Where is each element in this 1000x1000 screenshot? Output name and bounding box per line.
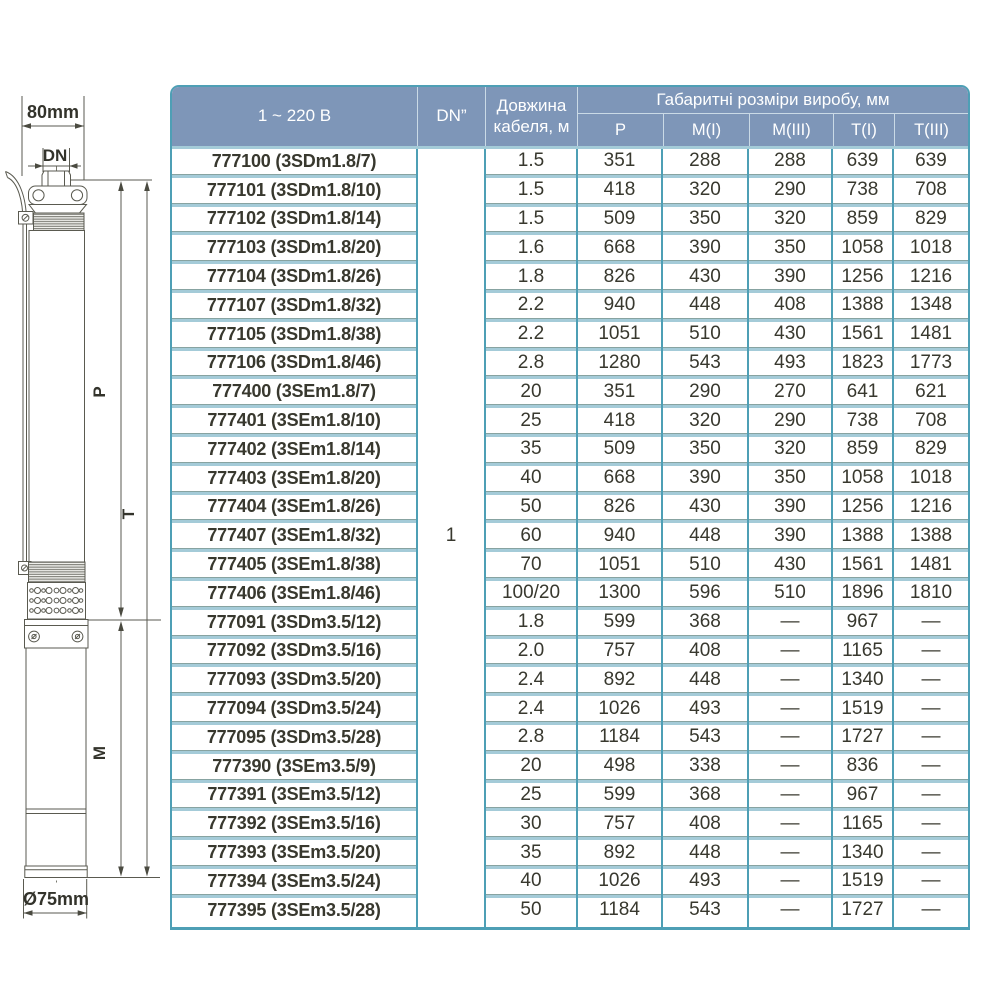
cell-t1: 1519 <box>833 696 894 725</box>
cell-p: 1184 <box>578 725 663 754</box>
cell-p: 498 <box>578 754 663 783</box>
cell-p: 509 <box>578 437 663 466</box>
cell-m1: 448 <box>663 667 749 696</box>
arrowhead <box>78 910 87 916</box>
cell-m3: — <box>749 667 833 696</box>
cell-t1: 1727 <box>833 898 894 927</box>
cell-m1: 320 <box>663 408 749 437</box>
cell-dn <box>418 379 486 408</box>
cell-cable-length: 50 <box>486 898 578 927</box>
cell-t1: 1165 <box>833 811 894 840</box>
table-row <box>172 696 968 725</box>
header-col-m3: М(ІІІ) <box>749 114 833 146</box>
cell-cable-length: 70 <box>486 552 578 581</box>
table-row <box>172 783 968 812</box>
cell-m3: 390 <box>749 523 833 552</box>
cell-product-code: 777405 (3SEm1.8/38) <box>172 552 418 581</box>
cell-m3: 430 <box>749 552 833 581</box>
cell-m1: 510 <box>663 552 749 581</box>
cell-p: 668 <box>578 235 663 264</box>
cell-product-code: 777395 (3SEm3.5/28) <box>172 898 418 927</box>
cell-product-code: 777390 (3SEm3.5/9) <box>172 754 418 783</box>
cell-cable-length: 40 <box>486 869 578 898</box>
cell-product-code: 777403 (3SEm1.8/20) <box>172 466 418 495</box>
cell-m3: — <box>749 811 833 840</box>
cell-m1: 350 <box>663 207 749 236</box>
cell-product-code: 777394 (3SEm3.5/24) <box>172 869 418 898</box>
cell-m3: 350 <box>749 235 833 264</box>
cell-p: 1051 <box>578 322 663 351</box>
cell-p: 826 <box>578 264 663 293</box>
cell-dn <box>418 235 486 264</box>
cell-cable-length: 20 <box>486 754 578 783</box>
cell-product-code: 777392 (3SEm3.5/16) <box>172 811 418 840</box>
cell-p: 940 <box>578 293 663 322</box>
cell-dn <box>418 437 486 466</box>
header-voltage: 1 ~ 220 В <box>172 87 418 146</box>
cell-t1: 1165 <box>833 639 894 668</box>
arrowhead <box>118 621 124 631</box>
table-row <box>172 811 968 840</box>
cell-m3: 320 <box>749 437 833 466</box>
cell-product-code: 777106 (3SDm1.8/46) <box>172 351 418 380</box>
table-row <box>172 207 968 236</box>
cell-m1: 338 <box>663 754 749 783</box>
cell-dn <box>418 725 486 754</box>
cell-product-code: 777400 (3SEm1.8/7) <box>172 379 418 408</box>
cell-product-code: 777091 (3SDm3.5/12) <box>172 610 418 639</box>
arrowhead <box>118 181 124 191</box>
pump-discharge <box>42 171 71 186</box>
arrowhead <box>70 163 78 168</box>
table-row <box>172 408 968 437</box>
table-row <box>172 264 968 293</box>
cell-dn <box>418 552 486 581</box>
cell-dn <box>418 264 486 293</box>
cell-p: 892 <box>578 667 663 696</box>
cell-p: 757 <box>578 811 663 840</box>
cell-product-code: 777402 (3SEm1.8/14) <box>172 437 418 466</box>
cell-t3: — <box>894 811 968 840</box>
cell-t3: 1481 <box>894 552 968 581</box>
cell-dn <box>418 869 486 898</box>
cell-cable-length: 2.8 <box>486 725 578 754</box>
cell-t1: 1727 <box>833 725 894 754</box>
cell-m1: 430 <box>663 264 749 293</box>
cell-m3: — <box>749 869 833 898</box>
cell-t1: 1340 <box>833 840 894 869</box>
cell-t3: 1018 <box>894 235 968 264</box>
bottom-cap <box>25 866 87 878</box>
header-col-m1: М(І) <box>663 114 749 146</box>
cell-m3: 320 <box>749 207 833 236</box>
cell-product-code: 777401 (3SEm1.8/10) <box>172 408 418 437</box>
header-dimensions-group <box>578 87 968 146</box>
cell-m3: 390 <box>749 495 833 524</box>
cell-m3: — <box>749 696 833 725</box>
table-row <box>172 667 968 696</box>
arrowhead <box>118 608 124 618</box>
cell-p: 1280 <box>578 351 663 380</box>
cell-t3: — <box>894 725 968 754</box>
cell-t3: — <box>894 667 968 696</box>
cell-m3: 290 <box>749 178 833 207</box>
cell-t1: 859 <box>833 207 894 236</box>
cell-m1: 448 <box>663 523 749 552</box>
cell-cable-length: 2.2 <box>486 322 578 351</box>
dim-label-dn: DN <box>42 146 68 165</box>
cell-product-code: 777393 (3SEm3.5/20) <box>172 840 418 869</box>
table-row <box>172 898 968 927</box>
cell-cable-length: 1.5 <box>486 149 578 178</box>
cell-t3: 1773 <box>894 351 968 380</box>
cell-t3: — <box>894 610 968 639</box>
cell-m3: — <box>749 754 833 783</box>
cell-t1: 1388 <box>833 293 894 322</box>
cell-dn <box>418 408 486 437</box>
cell-t3: 639 <box>894 149 968 178</box>
header-dimensions-columns <box>578 114 968 146</box>
cell-m3: 510 <box>749 581 833 610</box>
cell-dn <box>418 898 486 927</box>
cell-m1: 510 <box>663 322 749 351</box>
cell-product-code: 777094 (3SDm3.5/24) <box>172 696 418 725</box>
cell-t1: 1058 <box>833 466 894 495</box>
cell-t3: 1388 <box>894 523 968 552</box>
cell-m1: 543 <box>663 351 749 380</box>
cell-t3: 829 <box>894 207 968 236</box>
arrowhead <box>22 123 31 129</box>
header-col-t1: Т(І) <box>833 114 894 146</box>
cell-t3: — <box>894 639 968 668</box>
cell-m3: 390 <box>749 264 833 293</box>
cell-cable-length: 1.6 <box>486 235 578 264</box>
cell-p: 1026 <box>578 696 663 725</box>
cell-t3: 1481 <box>894 322 968 351</box>
cell-product-code: 777092 (3SDm3.5/16) <box>172 639 418 668</box>
cell-t3: — <box>894 840 968 869</box>
cell-product-code: 777095 (3SDm3.5/28) <box>172 725 418 754</box>
table-row <box>172 235 968 264</box>
cell-product-code: 777404 (3SEm1.8/26) <box>172 495 418 524</box>
dim-label-t: T <box>119 508 138 520</box>
cell-m1: 368 <box>663 783 749 812</box>
table-row <box>172 178 968 207</box>
cell-t1: 967 <box>833 783 894 812</box>
cell-dn <box>418 840 486 869</box>
table-row <box>172 581 968 610</box>
cell-product-code: 777102 (3SDm1.8/14) <box>172 207 418 236</box>
table-row <box>172 610 968 639</box>
cell-m3: — <box>749 725 833 754</box>
table-row <box>172 495 968 524</box>
table-row <box>172 840 968 869</box>
cell-m1: 350 <box>663 437 749 466</box>
cell-t3: 621 <box>894 379 968 408</box>
cell-m1: 408 <box>663 811 749 840</box>
cell-cable-length: 1.8 <box>486 610 578 639</box>
cell-t1: 1058 <box>833 235 894 264</box>
cell-t3: — <box>894 783 968 812</box>
arrowhead <box>75 123 84 129</box>
cell-cable-length: 2.2 <box>486 293 578 322</box>
cell-m1: 430 <box>663 495 749 524</box>
cell-t1: 1561 <box>833 552 894 581</box>
cell-cable-length: 30 <box>486 811 578 840</box>
table-row <box>172 351 968 380</box>
cell-p: 599 <box>578 783 663 812</box>
table-row <box>172 754 968 783</box>
cell-product-code: 777100 (3SDm1.8/7) <box>172 149 418 178</box>
cell-dn <box>418 322 486 351</box>
cell-m3: 270 <box>749 379 833 408</box>
cell-m1: 448 <box>663 840 749 869</box>
header-dn: DN” <box>418 87 486 146</box>
cell-t3: 1216 <box>894 495 968 524</box>
cell-m3: — <box>749 840 833 869</box>
cell-cable-length: 1.5 <box>486 178 578 207</box>
cell-dn <box>418 639 486 668</box>
dim-label-p: P <box>90 386 109 398</box>
cell-cable-length: 1.8 <box>486 264 578 293</box>
arrowhead <box>118 867 124 877</box>
cell-dn <box>418 610 486 639</box>
cell-p: 826 <box>578 495 663 524</box>
cell-m3: — <box>749 639 833 668</box>
cell-dn <box>418 696 486 725</box>
cell-t1: 1256 <box>833 264 894 293</box>
table-row <box>172 293 968 322</box>
cell-product-code: 777093 (3SDm3.5/20) <box>172 667 418 696</box>
cell-t1: 1896 <box>833 581 894 610</box>
cell-dn <box>418 178 486 207</box>
dim-label-80mm: 80mm <box>26 102 80 122</box>
cell-t1: 738 <box>833 408 894 437</box>
cell-m3: — <box>749 898 833 927</box>
cell-cable-length: 40 <box>486 466 578 495</box>
cell-product-code: 777101 (3SDm1.8/10) <box>172 178 418 207</box>
cell-cable-length: 60 <box>486 523 578 552</box>
cell-p: 351 <box>578 379 663 408</box>
cell-m1: 408 <box>663 639 749 668</box>
cell-m1: 290 <box>663 379 749 408</box>
cell-m1: 493 <box>663 696 749 725</box>
pump-drawing <box>0 0 170 1000</box>
cell-product-code: 777406 (3SEm1.8/46) <box>172 581 418 610</box>
cell-cable-length: 35 <box>486 437 578 466</box>
cell-dn <box>418 581 486 610</box>
cell-p: 599 <box>578 610 663 639</box>
table-row <box>172 869 968 898</box>
cell-m1: 288 <box>663 149 749 178</box>
cell-m1: 493 <box>663 869 749 898</box>
table-row <box>172 322 968 351</box>
cell-t1: 641 <box>833 379 894 408</box>
table-body <box>172 149 968 927</box>
cell-t3: 708 <box>894 178 968 207</box>
cell-t1: 1823 <box>833 351 894 380</box>
cell-p: 668 <box>578 466 663 495</box>
cell-p: 1300 <box>578 581 663 610</box>
cell-t1: 836 <box>833 754 894 783</box>
cell-dn <box>418 783 486 812</box>
cell-cable-length: 25 <box>486 783 578 812</box>
cell-dn <box>418 149 486 178</box>
cell-m1: 390 <box>663 466 749 495</box>
cell-m1: 543 <box>663 725 749 754</box>
cell-dn <box>418 466 486 495</box>
cell-t1: 738 <box>833 178 894 207</box>
intake-holes <box>30 588 83 614</box>
cell-m1: 368 <box>663 610 749 639</box>
pump-body <box>29 231 85 563</box>
cell-cable-length: 100/20 <box>486 581 578 610</box>
table-row <box>172 552 968 581</box>
cell-p: 940 <box>578 523 663 552</box>
dim-label-m: M <box>90 745 109 761</box>
cell-m3: 288 <box>749 149 833 178</box>
cell-m1: 596 <box>663 581 749 610</box>
arrowhead <box>24 910 33 916</box>
cell-dn <box>418 207 486 236</box>
cell-t1: 967 <box>833 610 894 639</box>
cell-m1: 390 <box>663 235 749 264</box>
table-row <box>172 379 968 408</box>
cell-t3: — <box>894 898 968 927</box>
cell-p: 1026 <box>578 869 663 898</box>
cell-dn: 1 <box>418 523 486 552</box>
cell-t1: 1519 <box>833 869 894 898</box>
cell-cable-length: 2.8 <box>486 351 578 380</box>
cell-t1: 639 <box>833 149 894 178</box>
cell-p: 418 <box>578 408 663 437</box>
cell-m1: 448 <box>663 293 749 322</box>
cell-product-code: 777407 (3SEm1.8/32) <box>172 523 418 552</box>
table-row <box>172 437 968 466</box>
cell-cable-length: 2.4 <box>486 667 578 696</box>
bolt-hole <box>71 190 82 201</box>
cell-cable-length: 25 <box>486 408 578 437</box>
cell-p: 892 <box>578 840 663 869</box>
cell-dn <box>418 495 486 524</box>
cell-product-code: 777105 (3SDm1.8/38) <box>172 322 418 351</box>
cell-p: 1051 <box>578 552 663 581</box>
table-row <box>172 149 968 178</box>
cell-t3: — <box>894 696 968 725</box>
cell-dn <box>418 754 486 783</box>
table-header <box>172 87 968 149</box>
cell-t1: 1256 <box>833 495 894 524</box>
cell-product-code: 777391 (3SEm3.5/12) <box>172 783 418 812</box>
spec-table <box>170 85 970 930</box>
cell-dn <box>418 811 486 840</box>
arrowhead <box>144 867 150 877</box>
arrowhead <box>144 181 150 191</box>
table-row <box>172 466 968 495</box>
cell-product-code: 777104 (3SDm1.8/26) <box>172 264 418 293</box>
cell-cable-length: 20 <box>486 379 578 408</box>
header-dimensions-title: Габаритні розміри виробу, мм <box>578 87 968 114</box>
table-row <box>172 523 968 552</box>
cell-p: 351 <box>578 149 663 178</box>
cell-t3: 1018 <box>894 466 968 495</box>
cell-t3: 1216 <box>894 264 968 293</box>
cell-cable-length: 2.0 <box>486 639 578 668</box>
header-col-t3: Т(ІІІ) <box>894 114 968 146</box>
cell-p: 509 <box>578 207 663 236</box>
cell-cable-length: 35 <box>486 840 578 869</box>
cell-t3: 829 <box>894 437 968 466</box>
cell-m3: — <box>749 610 833 639</box>
cell-t1: 859 <box>833 437 894 466</box>
cell-m1: 543 <box>663 898 749 927</box>
dim-label-diameter: Ø75mm <box>22 889 90 909</box>
table-row <box>172 725 968 754</box>
cell-p: 418 <box>578 178 663 207</box>
table-row <box>172 639 968 668</box>
cell-p: 757 <box>578 639 663 668</box>
cell-cable-length: 1.5 <box>486 207 578 236</box>
cell-cable-length: 50 <box>486 495 578 524</box>
cell-product-code: 777107 (3SDm1.8/32) <box>172 293 418 322</box>
cell-t3: — <box>894 754 968 783</box>
cell-m3: 430 <box>749 322 833 351</box>
cell-t1: 1561 <box>833 322 894 351</box>
cell-m1: 320 <box>663 178 749 207</box>
cell-product-code: 777103 (3SDm1.8/20) <box>172 235 418 264</box>
cell-m3: — <box>749 783 833 812</box>
cell-cable-length: 2.4 <box>486 696 578 725</box>
cell-m3: 350 <box>749 466 833 495</box>
cell-dn <box>418 293 486 322</box>
cell-t3: 1348 <box>894 293 968 322</box>
motor-body <box>26 648 86 866</box>
cell-dn <box>418 351 486 380</box>
header-cable-length: Довжина кабеля, м <box>486 87 578 146</box>
cell-t1: 1388 <box>833 523 894 552</box>
cell-t1: 1340 <box>833 667 894 696</box>
cell-m3: 290 <box>749 408 833 437</box>
cell-m3: 493 <box>749 351 833 380</box>
cell-m3: 408 <box>749 293 833 322</box>
cell-t3: — <box>894 869 968 898</box>
cell-t3: 708 <box>894 408 968 437</box>
cell-dn <box>418 667 486 696</box>
header-col-p: Р <box>614 120 626 139</box>
bolt-hole <box>33 190 44 201</box>
cell-t3: 1810 <box>894 581 968 610</box>
cell-p: 1184 <box>578 898 663 927</box>
